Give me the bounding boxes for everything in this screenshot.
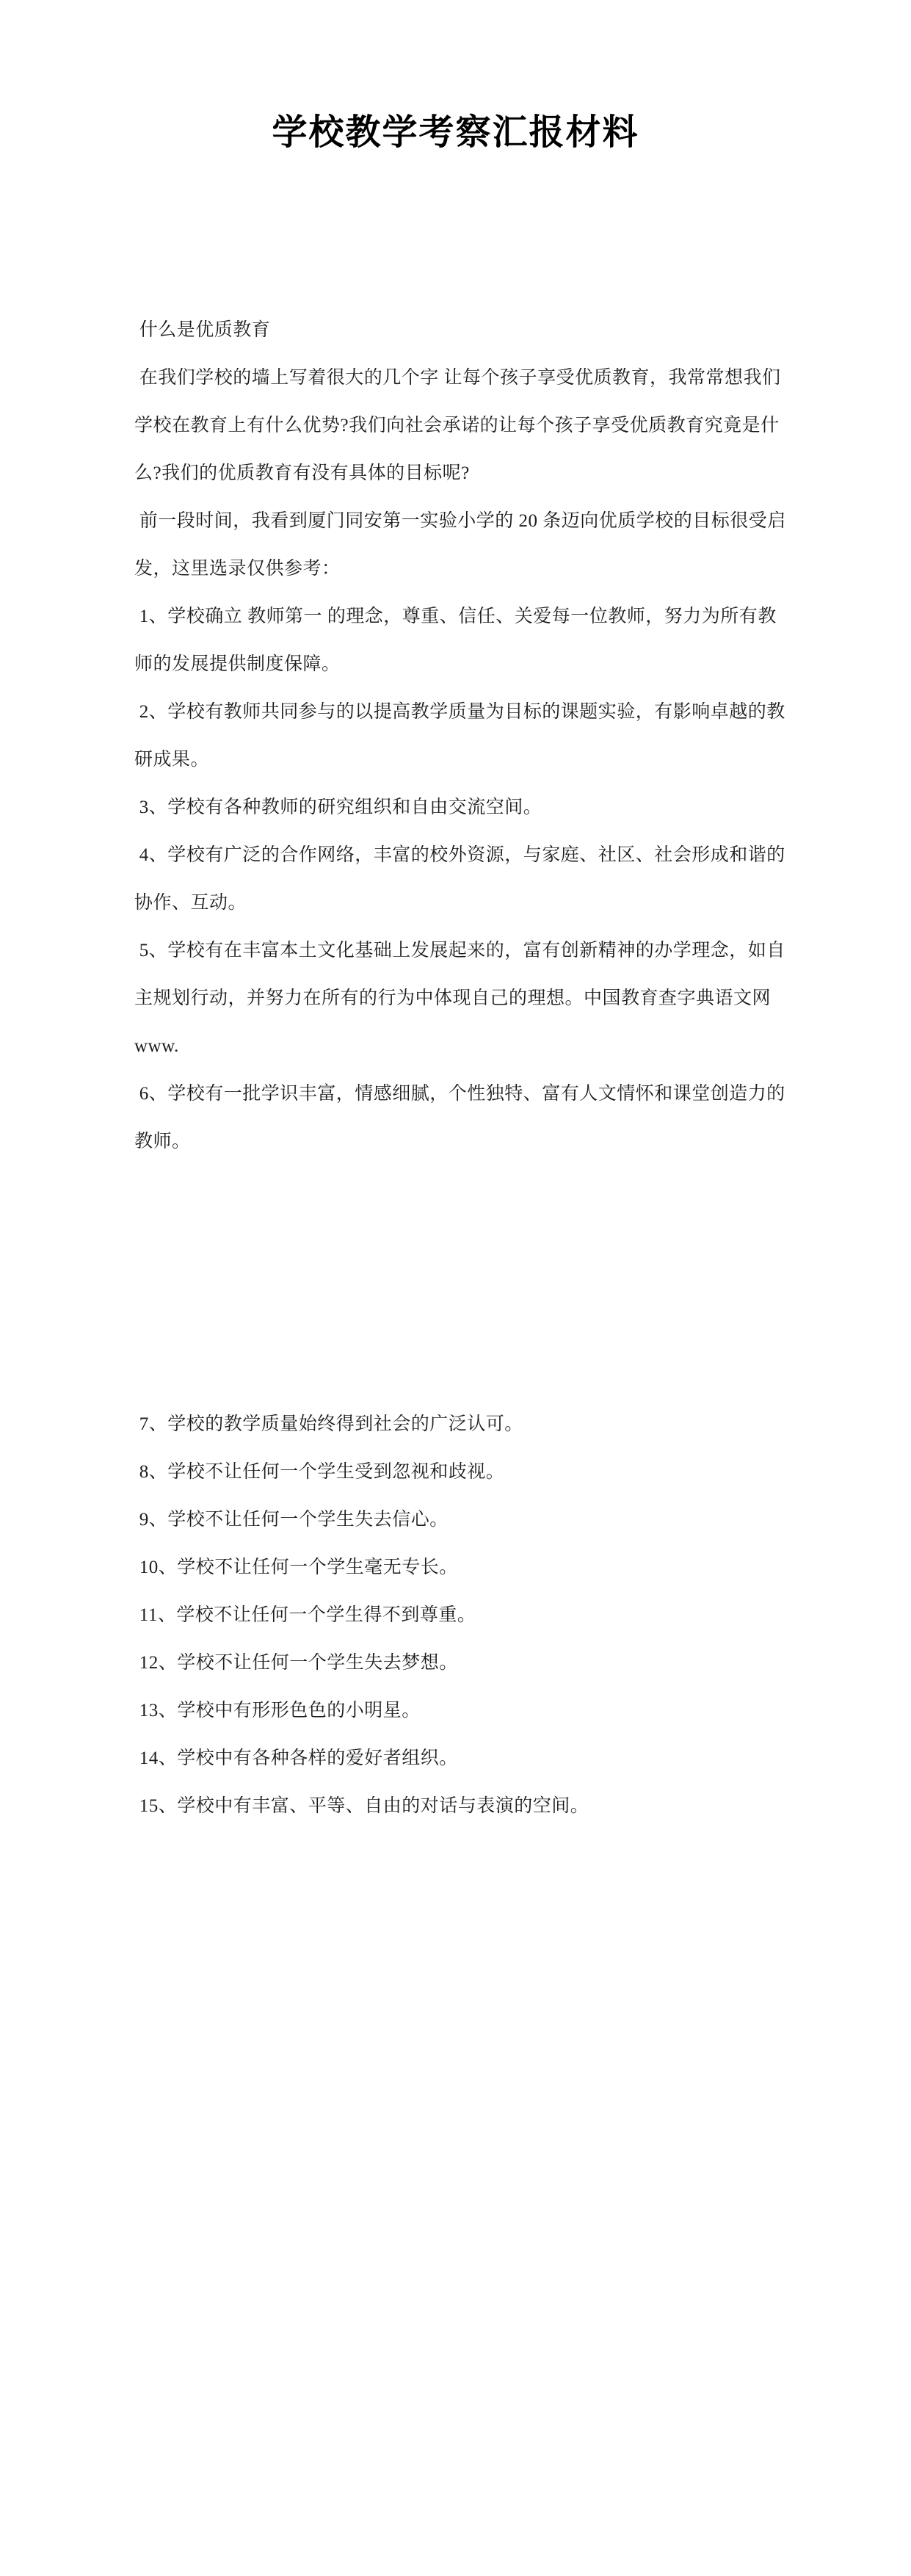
text-line: 5、学校有在丰富本土文化基础上发展起来的，富有创新精神的办学理念，如自 xyxy=(134,941,785,960)
text-line: 13、学校中有形形色色的小明星。 xyxy=(134,1701,421,1721)
text-line: 学校在教育上有什么优势?我们向社会承诺的让每个孩子享受优质教育究竟是什 xyxy=(134,416,780,435)
document-body-section-1 xyxy=(134,306,786,1165)
text-line: 师的发展提供制度保障。 xyxy=(134,654,341,674)
text-line: 么?我们的优质教育有没有具体的目标呢? xyxy=(134,463,470,483)
text-line: 14、学校中有各种各样的爱好者组织。 xyxy=(134,1748,458,1768)
text-line: 主规划行动，并努力在所有的行为中体现自己的理想。中国教育查字典语文网 xyxy=(134,988,772,1008)
text-line: 研成果。 xyxy=(134,750,210,770)
text-line: 15、学校中有丰富、平等、自由的对话与表演的空间。 xyxy=(134,1796,589,1816)
text-line: 10、学校不让任何一个学生毫无专长。 xyxy=(134,1557,458,1577)
text-line: 9、学校不让任何一个学生失去信心。 xyxy=(134,1510,449,1530)
text-line: 8、学校不让任何一个学生受到忽视和歧视。 xyxy=(134,1462,505,1482)
text-line: 3、学校有各种教师的研究组织和自由交流空间。 xyxy=(134,797,542,817)
text-line: 6、学校有一批学识丰富，情感细腻，个性独特、富有人文情怀和课堂创造力的 xyxy=(134,1084,785,1104)
text-line: 2、学校有教师共同参与的以提高教学质量为目标的课题实验，有影响卓越的教 xyxy=(134,702,785,722)
text-line: 4、学校有广泛的合作网络，丰富的校外资源，与家庭、社区、社会形成和谐的 xyxy=(134,845,785,865)
text-line: 教师。 xyxy=(134,1132,191,1151)
text-line: 发，这里选录仅供参考： xyxy=(134,559,341,579)
text-line: 协作、互动。 xyxy=(134,893,247,913)
text-line: 什么是优质教育 xyxy=(134,320,271,340)
text-line: 前一段时间，我看到厦门同安第一实验小学的 20 条迈向优质学校的目标很受启 xyxy=(134,511,786,531)
text-line: 11、学校不让任何一个学生得不到尊重。 xyxy=(134,1605,476,1625)
document-body-section-2 xyxy=(134,1400,773,1830)
text-line: 1、学校确立 教师第一 的理念，尊重、信任、关爱每一位教师，努力为所有教 xyxy=(134,607,777,626)
text-line: 在我们学校的墙上写着很大的几个字 让每个孩子享受优质教育，我常常想我们 xyxy=(134,368,781,388)
text-line: 7、学校的教学质量始终得到社会的广泛认可。 xyxy=(134,1414,523,1434)
text-line: www. xyxy=(134,1036,179,1056)
text-line: 12、学校不让任何一个学生失去梦想。 xyxy=(134,1653,458,1673)
document-title: 学校教学考察汇报材料 xyxy=(272,113,639,152)
